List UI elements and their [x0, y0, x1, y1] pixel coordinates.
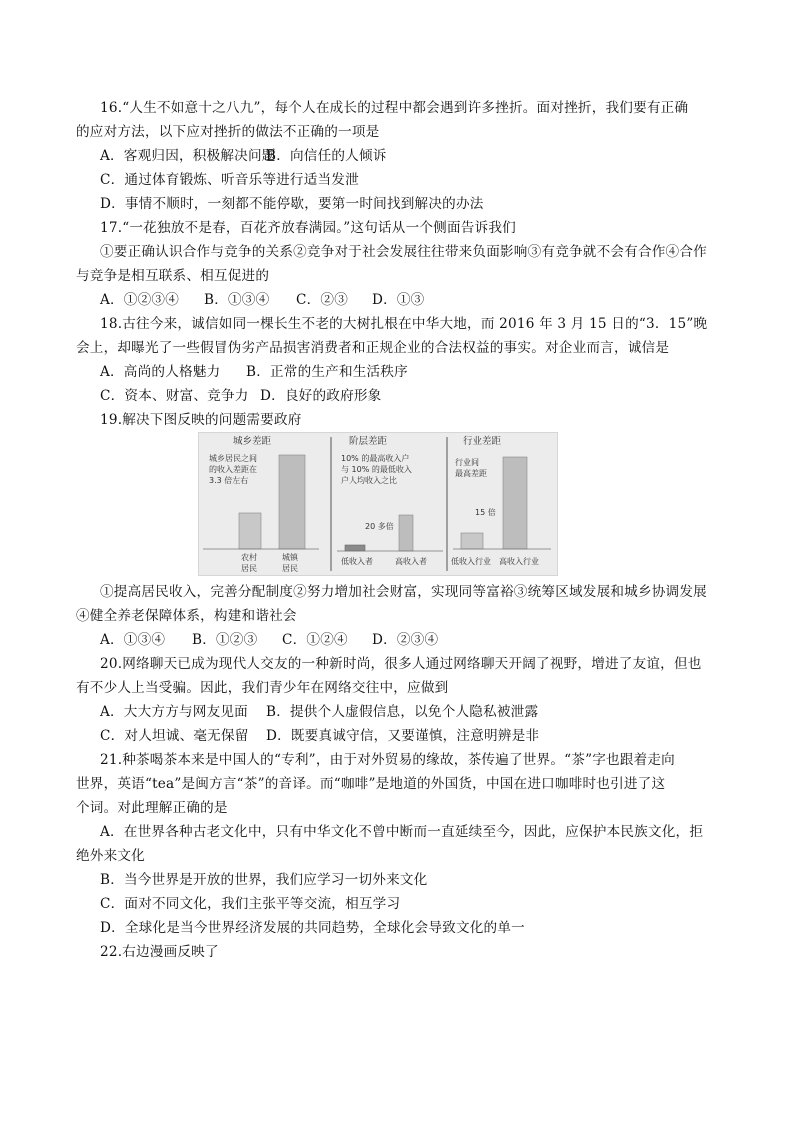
q19-option-a: A．①③④ — [100, 632, 166, 648]
q21-option-c: C．面对不同文化，我们主张平等交流，相互学习 — [100, 896, 401, 912]
panel2-title: 阶层差距 — [349, 436, 388, 447]
q18-options-ab — [100, 360, 726, 384]
q21-option-a-line2: 绝外来文化 — [76, 848, 145, 864]
q18-stem-line1: 18.古往今来，诚信如同一棵长生不老的大树扎根在中华大地，而 2016 年 3 月 15 日的“3．15”晚 — [100, 316, 708, 332]
panel2-ratio-label: 20 多倍 — [365, 522, 394, 531]
panel2-bar2-label: 高收入者 — [395, 557, 427, 566]
panel2-bar-high — [399, 515, 413, 551]
q20-option-b: B．提供个人虚假信息，以免个人隐私被泄露 — [266, 704, 539, 720]
q17-option-a: A．①②③④ — [100, 292, 179, 308]
q21-option-a-line1: A．在世界各种古老文化中，只有中华文化不曾中断而一直延续至今，因此，应保护本民族文化，拒 — [100, 824, 704, 840]
income-gap-svg — [199, 433, 557, 575]
q18-options-cd — [100, 384, 726, 408]
income-gap-figure — [198, 432, 558, 576]
q19-items-line2: ④健全养老保障体系，构建和谐社会 — [76, 608, 297, 624]
q16-option-c: C．通过体育锻炼、听音乐等进行适当发泄 — [100, 172, 359, 188]
q18-option-b: B．正常的生产和生活秩序 — [246, 364, 408, 380]
q18-option-a: A．高尚的人格魅力 — [100, 364, 221, 380]
panel1-bar2-label1: 城镇 — [282, 553, 298, 562]
q21-stem-line2: 世界，英语“tea”是闽方言“茶”的音译。而“咖啡”是地道的外国货，中国在进口咖啡时也引进了这 — [76, 776, 666, 792]
q19-stem: 19.解决下图反映的问题需要政府 — [100, 412, 302, 428]
panel2-bar1-label: 低收入者 — [341, 557, 373, 566]
panel3-bar-high — [503, 457, 527, 549]
panel2-bar-low — [345, 545, 365, 551]
q20-options-cd — [100, 724, 726, 748]
panel3-ratio-label: 15 倍 — [475, 508, 496, 517]
q17-items-line1: ①要正确认识合作与竞争的关系②竞争对于社会发展往往带来负面影响③有竞争就不会有合作④合作 — [100, 244, 707, 260]
panel1-bar-urban — [279, 455, 305, 549]
panel3-title: 行业差距 — [463, 436, 502, 447]
q21-stem-line3: 个词。对此理解正确的是 — [76, 800, 228, 816]
panel3-note-line2: 最高差距 — [455, 469, 487, 478]
panel2-note-line1: 10% 的最高收入户 — [341, 454, 410, 463]
q20-option-c: C．对人坦诚、毫无保留 — [100, 728, 249, 744]
panel3-note-line1: 行业间 — [455, 458, 479, 467]
q21-option-b: B．当今世界是开放的世界，我们应学习一切外来文化 — [100, 872, 428, 888]
q18-option-c: C．资本、财富、竞争力 — [100, 388, 249, 404]
q19-items-line1: ①提高居民收入，完善分配制度②努力增加社会财富，实现同等富裕③统筹区域发展和城乡协调发展 — [100, 584, 707, 600]
panel3-bar-low — [461, 533, 483, 549]
q20-stem-line2: 有不少人上当受骗。因此，我们青少年在网络交往中，应做到 — [76, 680, 449, 696]
panel1-note-line2: 的收入差距在 — [209, 465, 257, 474]
panel1-bar1-label1: 农村 — [241, 553, 257, 562]
panel1-bar-rural — [239, 513, 261, 549]
q21-option-d: D．全球化是当今世界经济发展的共同趋势，全球化会导致文化的单一 — [100, 920, 525, 936]
panel1-note-line1: 城乡居民之间 — [209, 454, 257, 463]
q16-options-ab — [100, 144, 726, 168]
q21-stem-line1: 21.种茶喝茶本来是中国人的“专利”，由于对外贸易的缘故，茶传遍了世界。“茶”字也跟着走向 — [100, 752, 675, 768]
q19-option-c: C．①②④ — [282, 632, 348, 648]
q16-option-d: D．事情不顺时，一刻都不能停歇，要第一时间找到解决的办法 — [100, 196, 484, 212]
q16-option-b: B．向信任的人倾诉 — [266, 148, 387, 164]
q16-stem-line2: 的应对方法，以下应对挫折的做法不正确的一项是 — [76, 124, 380, 140]
q19-option-d: D．②③④ — [372, 632, 439, 648]
q18-option-d: D．良好的政府形象 — [260, 388, 382, 404]
q16-option-a: A．客观归因，积极解决问题 — [100, 148, 276, 164]
panel2-note-line2: 与 10% 的最低收入 — [341, 465, 412, 474]
panel1-note-line3: 3.3 倍左右 — [209, 476, 249, 485]
q22-stem: 22.右边漫画反映了 — [100, 944, 219, 960]
panel3-bar1-label: 低收入行业 — [451, 557, 491, 566]
q17-option-c: C．②③ — [296, 292, 348, 308]
q20-option-d: D．既要真诚守信，又要谨慎，注意明辨是非 — [266, 728, 540, 744]
q17-option-b: B．①③④ — [204, 292, 270, 308]
q17-items-line2: 与竞争是相互联系、相互促进的 — [76, 268, 270, 284]
panel3-bar2-label: 高收入行业 — [499, 557, 539, 566]
q18-stem-line2: 会上，却曝光了一些假冒伪劣产品损害消费者和正规企业的合法权益的事实。对企业而言，诚信是 — [76, 340, 670, 356]
q17-options — [100, 288, 726, 312]
q20-option-a: A．大大方方与网友见面 — [100, 704, 248, 720]
panel1-title: 城乡差距 — [233, 436, 272, 447]
q20-stem-line1: 20.网络聊天已成为现代人交友的一种新时尚，很多人通过网络聊天开阔了视野，增进了友谊，但也 — [100, 656, 702, 672]
panel2-note-line3: 户人均收入之比 — [341, 476, 397, 485]
q16-stem-line1: 16.“人生不如意十之八九”，每个人在成长的过程中都会遇到许多挫折。面对挫折，我们要有正确 — [100, 100, 689, 116]
q17-stem: 17.“一花独放不是春，百花齐放春满园。”这句话从一个侧面告诉我们 — [100, 220, 516, 236]
q19-options — [100, 628, 726, 652]
q17-option-d: D．①③ — [372, 292, 425, 308]
q20-options-ab — [100, 700, 726, 724]
panel1-bar2-label2: 居民 — [282, 564, 298, 573]
q19-option-b: B．①②③ — [192, 632, 258, 648]
panel1-bar1-label2: 居民 — [241, 564, 257, 573]
